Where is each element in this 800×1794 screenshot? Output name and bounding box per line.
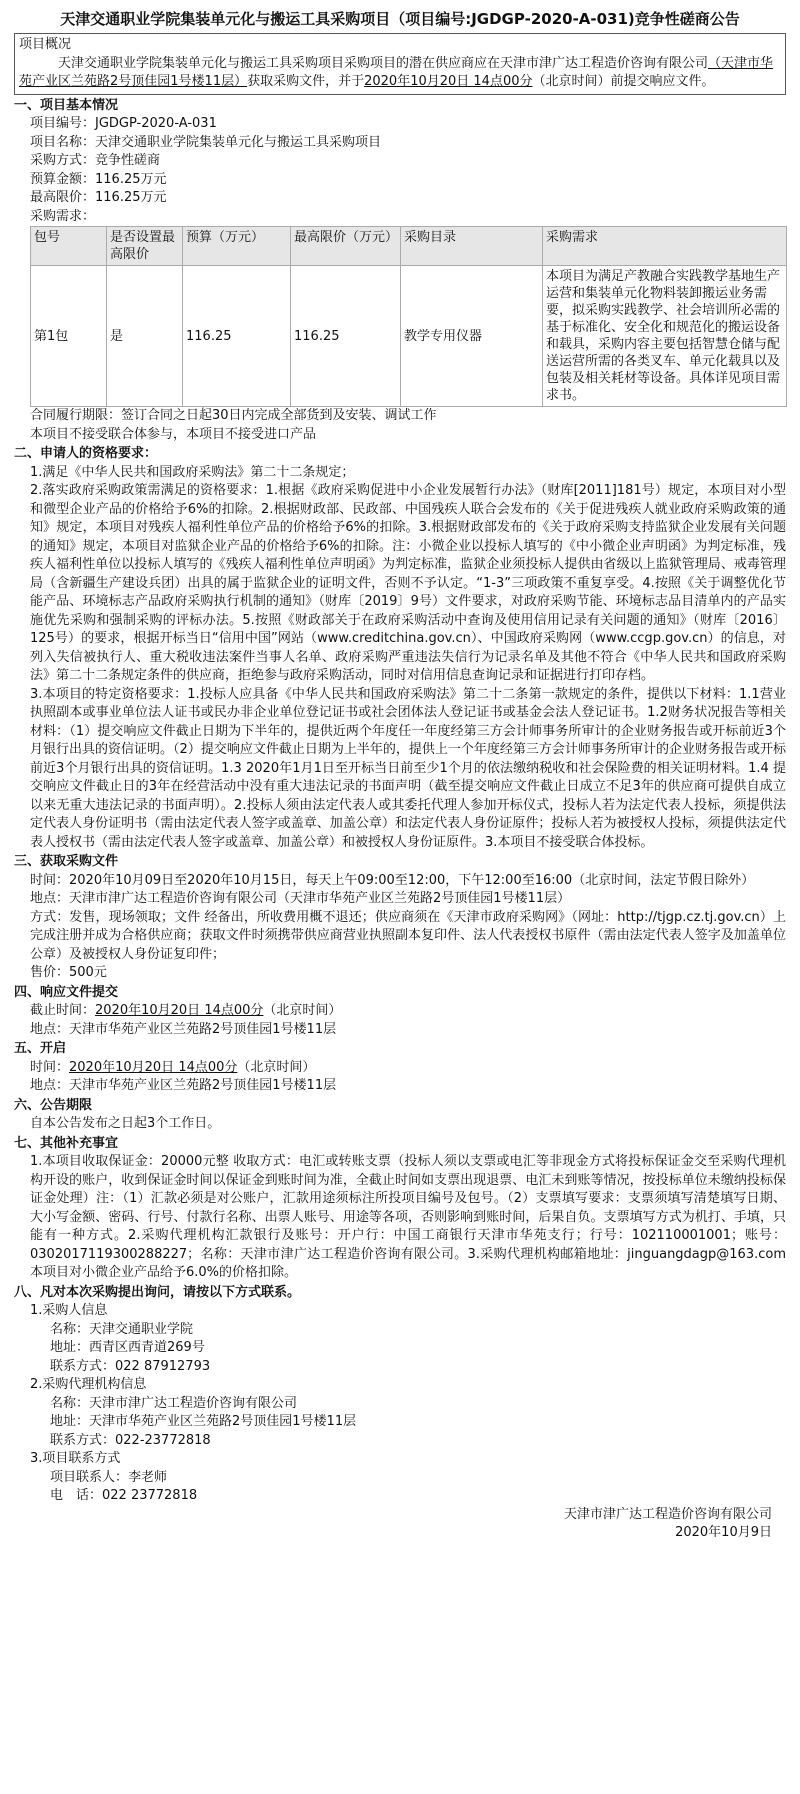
announcement-period: 自本公告发布之日起3个工作日。 [30,1116,221,1131]
obtain-place: 地点：天津市津广达工程造价咨询有限公司（天津市华苑产业区兰苑路2号顶佳园1号楼11层） [30,891,571,906]
overview-heading: 项目概况 [19,37,72,52]
header-price-limit: 是否设置最高限价 [107,227,183,266]
agent-address: 地址：天津市华苑产业区兰苑路2号顶佳园1号楼11层 [50,1414,357,1429]
header-need: 采购需求 [543,227,787,266]
max-price: 最高限价：116.25万元 [30,190,167,205]
contract-period: 合同履行期限：签订合同之日起30日内完成全部货到及安装、调试工作 [30,408,437,423]
section-6-heading: 六、公告期限 [14,1097,93,1113]
agent-name: 名称：天津市津广达工程造价咨询有限公司 [50,1395,298,1411]
opening-place: 地点：天津市华苑产业区兰苑路2号顶佳园1号楼11层 [30,1078,337,1093]
section-1-heading: 一、项目基本情况 [14,97,119,113]
requirements-table [30,226,787,407]
section-2-heading: 二、申请人的资格要求： [14,446,158,461]
cell-package: 第1包 [31,266,107,407]
overview-text-e: （北京时间）前提交响应文件。 [532,74,715,89]
signature-company: 天津市津广达工程造价咨询有限公司 [563,1506,772,1522]
opening-timezone: （北京时间） [237,1059,316,1075]
signature-date: 2020年10月9日 [675,1525,772,1540]
section-3-heading: 三、获取采购文件 [14,854,119,869]
cell-catalog: 教学专用仪器 [401,266,543,407]
deadline-label: 截止时间： [30,1003,96,1018]
overview-text [19,55,781,92]
section-7-heading: 七、其他补充事宜 [14,1135,119,1151]
agent-phone: 联系方式：022-23772818 [50,1432,211,1448]
document-price: 售价：500元 [30,965,107,980]
project-contact-heading: 3.项目联系方式 [30,1451,121,1466]
header-budget: 预算（万元） [183,227,291,266]
overview-address: （天津市华苑产业区兰苑路2号顶佳园1号楼11层） [19,55,774,89]
overview-text-c: 获取采购文件，并于 [247,74,365,89]
project-contact-phone: 电 话：022 23772818 [50,1488,198,1503]
header-max-price: 最高限价（万元） [291,227,401,266]
deadline-date: 2020年10月20日 14点00分 [95,1003,264,1018]
obtain-method: 方式：发售，现场领取；文件 经备出，所收费用概不退还；供应商须在《天津市政府采购网》（网址：http://tjgp.cz.tj.gov.cn）上完成注册并成为合格供应商；获取文件时须携带供应商营业执照副本复印件、法人代表授权书原件（需由法定代表人签字及加盖单位公章）及被授权人身份证复印件； [30,909,786,962]
buyer-name: 名称：天津交通职业学院 [50,1321,194,1337]
cell-need: 本项目为满足产教融合实践教学基地生产运营和集装单元化物料装卸搬运业务需要，拟采购实践教学、社会培训所必需的基于标准化、安全化和规范化的搬运设备和载具，采购内容主要包括智慧仓储与配送运营所需的各类叉车、单元化载具以及包装及相关耗材等设备。具体详见项目需求书。 [543,266,787,407]
header-catalog: 采购目录 [401,227,543,266]
requirements-label: 采购需求： [30,208,96,224]
project-name: 项目名称：天津交通职业学院集装单元化与搬运工具采购项目 [30,134,382,150]
section-4-heading: 四、响应文件提交 [14,984,119,1000]
overview-deadline: 2020年10月20日 14点00分 [364,74,533,89]
section-5-heading: 五、开启 [14,1041,67,1056]
project-overview-box [14,33,786,95]
table-header-row [31,227,787,266]
buyer-address: 地址：西青区西青道269号 [50,1340,205,1355]
qualification-1: 1.满足《中华人民共和国政府采购法》第二十二条规定； [30,464,355,480]
buyer-info-heading: 1.采购人信息 [30,1303,108,1318]
opening-time-label: 时间： [30,1059,70,1075]
submission-place: 地点：天津市华苑产业区兰苑路2号顶佳园1号楼11层 [30,1021,337,1037]
qualification-3: 3.本项目的特定资格要求：1.投标人应具备《中华人民共和国政府采购法》第二十二条第一款规定的条件，提供以下材料：1.1营业执照副本或事业单位法人证书或民办非企业单位登记证书或社会团体法人登记证书或基金会法人登记证书。1.2财务状况报告等相关材料：（1）提交响应文件截止日期为下半年的，提供近两个年度任一年度经第三方会计师事务所审计的企业财务报告或开标前近3个月银行出具的资信证明。（2）提交响应文件截止日期为上半年的，提供上一个年度经第三方会计师事务所审计的企业财务报告或开标前近3个月银行出具的资信证明。1.3 2020年1月1日至开标当日前至少1个月的依法缴纳税收和社会保险费的相关证明材料。1.4 提交响应文件截止日的3年在经营活动中没有重大违法记录的书面声明（截至提交响应文件截止日成立不足3年的供应商可提供自成立以来无重大违法记录的书面声明）。2.投标人须由法定代表人或其委托代理人参加开标仪式，投标人若为法定代表人投标，须提供法定代表人身份证明书（需由法定代表人签字或盖章、加盖公章）和法定代表人身份证原件；投标人若为被授权人投标，须提供法定代表人授权书（需由法定代表人签字或盖章、加盖公章）和被授权人身份证原件。3.本项目不接受联合体投标。 [30,686,786,850]
consortium-note: 本项目不接受联合体参与，本项目不接受进口产品 [30,426,317,442]
project-contact-person: 项目联系人：李老师 [50,1469,168,1485]
submission-deadline [14,1002,786,1021]
buyer-phone: 联系方式：022 87912793 [50,1358,211,1374]
announcement-page [14,10,786,1543]
budget-amount: 预算金额：116.25万元 [30,171,167,187]
deadline-timezone: （北京时间） [263,1003,342,1018]
obtain-time: 时间：2020年10月09日至2020年10月15日，每天上午09:00至12:00，下午12:00至16:00（北京时间，法定节假日除外） [30,872,755,888]
table-row [31,266,787,407]
cell-max-price: 116.25 [291,266,401,407]
page-title: 天津交通职业学院集装单元化与搬运工具采购项目（项目编号:JGDGP-2020-A-031)竞争性磋商公告 [60,10,740,28]
opening-date: 2020年10月20日 14点00分 [69,1059,238,1075]
supplementary-matters: 1.本项目收取保证金：20000元整 收取方式：电汇或转账支票（投标人须以支票或电汇等非现金方式将投标保证金交至采购代理机构开设的账户，收到保证金时间以保证金到账时间为准，全截止时间如支票出现退票、电汇未到账等情况，按投标单位未缴纳投标保证金处理）注：（1）汇款必须是对公账户，汇款用途须标注所投项目编号及包号。（2）支票填写要求：支票须填写清楚填写日期、大小写金额、密码、行号、付款行名称、出票人账号、用途等各项，否则影响到账时间，后果自负。支票填写方式为机打、手填，只能有一种方式。2.采购代理机构汇款银行及账号：开户行：中国工商银行天津市华苑支行；行号：102110001001；账号：0302017119300288227；名称：天津市津广达工程造价咨询有限公司。3.采购代理机构邮箱地址：jinguangdagp@163.com 本项目对小微企业产品给予6.0%的价格扣除。 [30,1154,786,1280]
section-8-heading: 八、凡对本次采购提出询问，请按以下方式联系。 [14,1284,301,1300]
project-number: 项目编号：JGDGP-2020-A-031 [30,116,217,131]
procurement-method: 采购方式：竞争性磋商 [30,153,161,168]
opening-time [14,1059,786,1078]
cell-budget: 116.25 [183,266,291,407]
agent-info-heading: 2.采购代理机构信息 [30,1377,147,1392]
overview-text-a: 天津交通职业学院集装单元化与搬运工具采购项目采购项目的潜在供应商应在天津市津广达工程造价咨询有限公司 [58,55,709,71]
cell-price-limit: 是 [107,266,183,407]
qualification-2: 2.落实政府采购政策需满足的资格要求：1.根据《政府采购促进中小企业发展暂行办法》（财库[2011]181号）规定，本项目对小型和微型企业产品的价格给予6%的扣除。2.根据财政部、民政部、中国残疾人联合会发布的《关于促进残疾人就业政府采购政策的通知》规定，本项目对残疾人福利性单位产品的价格给予6%的扣除。3.根据财政部发布的《关于政府采购支持监狱企业发展有关问题的通知》规定，本项目对监狱企业产品的价格给予6%的扣除。注：小微企业以投标人填写的《中小微企业声明函》为判定标准，残疾人福利性单位以投标人填写的《残疾人福利性单位声明函》为判定标准，监狱企业须投标人提供由省级以上监狱管理局、戒毒管理局（含新疆生产建设兵团）出具的属于监狱企业的证明文件，否则不予认定。“1-3”三项政策不重复享受。4.按照《关于调整优化节能产品、环境标志产品政府采购执行机制的通知》（财库〔2019〕9号）文件要求，对政府采购节能、环境标志品目清单内的产品实施优先采购和强制采购的评标办法。5.按照《财政部关于在政府采购活动中查询及使用信用记录有关问题的通知》（财库〔2016〕125号）的要求，根据开标当日“信用中国”网站（www.creditchina.gov.cn）、中国政府采购网（www.ccgp.gov.cn）的信息，对列入失信被执行人、重大税收违法案件当事人名单、政府采购严重违法失信行为记录名单及其他不符合《中华人民共和国政府采购法》第二十二条规定条件的供应商，拒绝参与政府采购活动，同时对信用信息查询记录和证据进行打印存档。 [30,483,786,683]
header-package: 包号 [31,227,107,266]
